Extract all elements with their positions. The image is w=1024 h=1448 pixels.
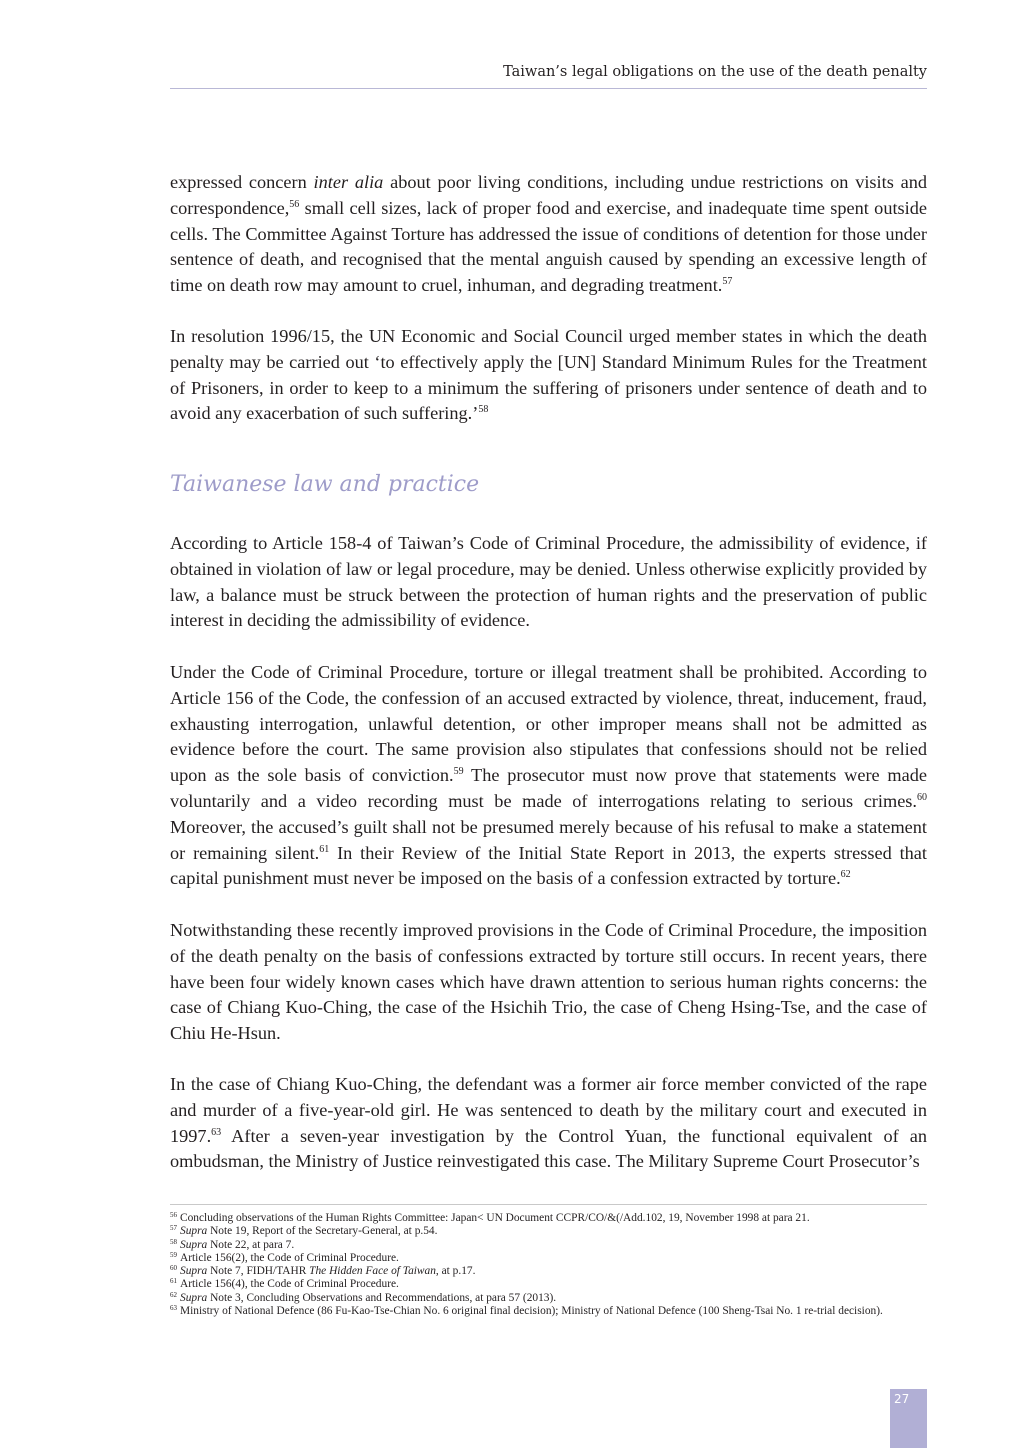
footnote-italic: Supra <box>180 1265 208 1278</box>
footnote-number: 59 <box>170 1250 177 1259</box>
page-number-tab <box>890 1389 927 1448</box>
footnote-italic: Supra <box>180 1291 208 1304</box>
text: expressed concern <box>170 172 314 192</box>
paragraph-2 <box>170 324 927 427</box>
footnote-number: 63 <box>170 1304 177 1313</box>
footnote <box>170 1225 927 1238</box>
footnote <box>170 1212 927 1225</box>
italic-text: inter alia <box>313 172 384 192</box>
text: According to Article 158-4 of Taiwan’s Code of Criminal Procedure, the admissibility of evidence, if obtained in violation of law or legal procedure, may be denied. Unless otherwise explicitly provided by law, a balance must be struck between the protection of human rights and the preservation of public interest in deciding the admissibility of evidence. <box>170 533 927 631</box>
footnote <box>170 1305 927 1318</box>
page-number: 27 <box>894 1392 910 1406</box>
footnote-ref[interactable]: 63 <box>211 1126 222 1138</box>
footnote-ref[interactable]: 57 <box>722 276 733 288</box>
footnote-text: Note 22, at para 7. <box>207 1238 295 1251</box>
section-heading: Taiwanese law and practice <box>170 472 480 497</box>
footnote-number: 61 <box>170 1277 177 1286</box>
footnote-ref[interactable]: 62 <box>840 869 851 881</box>
footnote-text: Article 156(2), the Code of Criminal Procedure. <box>180 1251 399 1264</box>
footnote <box>170 1265 927 1278</box>
footnote-ref[interactable]: 60 <box>917 791 927 803</box>
footnote <box>170 1252 927 1265</box>
text: Under the Code of Criminal Procedure, torture or illegal treatment shall be prohibited. According to Article 156 of the Code, the confession of an accused extracted by violence, threat, inducement, fraud, exhausting interrogation, unlawful detention, or other improper means shall not be admitted as evidence before the court. The same provision also stipulates that confessions should not be relied upon as the sole basis of conviction. <box>170 662 927 786</box>
text: Moreover, the accused’s guilt shall not be presumed merely because of his refusal to make a statement or remaining silent. <box>170 816 927 863</box>
footnote <box>170 1278 927 1291</box>
footnote-number: 62 <box>170 1290 177 1299</box>
footnote-number: 58 <box>170 1237 177 1246</box>
text: Notwithstanding these recently improved provisions in the Code of Criminal Procedure, the imposition of the death penalty on the basis of confessions extracted by torture still occurs. In recent years, there have been four widely known cases which have drawn attention to serious human rights concerns: the case of Chiang Kuo-Ching, the case of the Hsichih Trio, the case of Cheng Hsing-Tse, and the case of Chiu He-Hsun. <box>170 920 927 1044</box>
paragraph-6 <box>170 1072 927 1175</box>
text: small cell sizes, lack of proper food and exercise, and inadequate time spent outside cells. The Committee Against Torture has addressed the issue of conditions of detention for those under sentence of death, and recognised that the mental anguish caused by spending an excessive length of time on death row may amount to cruel, inhuman, and degrading treatment. <box>170 197 927 296</box>
footnote-ref[interactable]: 59 <box>453 766 464 778</box>
text: After a seven-year investigation by the Control Yuan, the functional equivalent of an ombudsman, the Ministry of Justice reinvestigated this case. The Military Supreme Court Prosecutor’s <box>170 1125 927 1172</box>
paragraph-4 <box>170 660 927 892</box>
footnote-number: 57 <box>170 1224 177 1233</box>
paragraph-1 <box>170 170 927 299</box>
footnote-text: Concluding observations of the Human Rights Committee: Japan< UN Document CCPR/CO/&(/Add.102, 19, November 1998 at para 21. <box>180 1212 810 1224</box>
footnote-text: , at p.17. <box>435 1265 476 1278</box>
footnote-text: Ministry of National Defence (86 Fu-Kao-Tse-Chian No. 6 original final decision); Ministry of National Defence (100 Sheng-Tsai No. 1 re-trial decision). <box>180 1305 883 1318</box>
footnote-text: Note 7, FIDH/TAHR <box>207 1265 310 1278</box>
footnote-text: Article 156(4), the Code of Criminal Procedure. <box>180 1278 399 1291</box>
footnote-divider <box>170 1204 927 1205</box>
footnote-italic: Supra <box>180 1225 208 1238</box>
text: about poor living conditions, including undue restrictions on visits and correspondence, <box>170 172 927 218</box>
footnote-number: 56 <box>170 1211 177 1219</box>
text: In their Review of the Initial State Report in 2013, the experts stressed that capital punishment must never be imposed on the basis of a confession extracted by torture. <box>170 842 928 889</box>
footnotes <box>170 1212 927 1318</box>
footnote-text: Note 19, Report of the Secretary-General, at p.54. <box>207 1225 438 1238</box>
text: In the case of Chiang Kuo-Ching, the defendant was a former air force member convicted of the rape and murder of a five-year-old girl. He was sentenced to death by the military court and executed in 1997. <box>170 1074 927 1146</box>
paragraph-3 <box>170 531 927 634</box>
running-header <box>170 58 927 89</box>
footnote-ref[interactable]: 56 <box>289 198 300 210</box>
text: In resolution 1996/15, the UN Economic and Social Council urged member states in which the death penalty may be carried out ‘to effectively apply the [UN] Standard Minimum Rules for the Treatment of Prisoners, in order to keep to a minimum the suffering of prisoners under sentence of death and to avoid any exacerbation of such suffering.’ <box>170 326 927 424</box>
paragraph-5 <box>170 918 927 1047</box>
footnote-italic: The Hidden Face of Taiwan <box>309 1265 436 1278</box>
footnote-ref[interactable]: 58 <box>478 404 489 416</box>
footnote <box>170 1239 927 1252</box>
footnote <box>170 1292 927 1305</box>
footnote-ref[interactable]: 61 <box>319 843 330 855</box>
running-title: Taiwan’s legal obligations on the use of the death penalty <box>503 64 927 80</box>
footnote-number: 60 <box>170 1264 177 1273</box>
footnote-text: Note 3, Concluding Observations and Recommendations, at para 57 (2013). <box>207 1291 557 1304</box>
text: The prosecutor must now prove that statements were made voluntarily and a video recording must be made of interrogations relating to serious crimes. <box>170 765 927 811</box>
footnote-italic: Supra <box>180 1238 208 1251</box>
